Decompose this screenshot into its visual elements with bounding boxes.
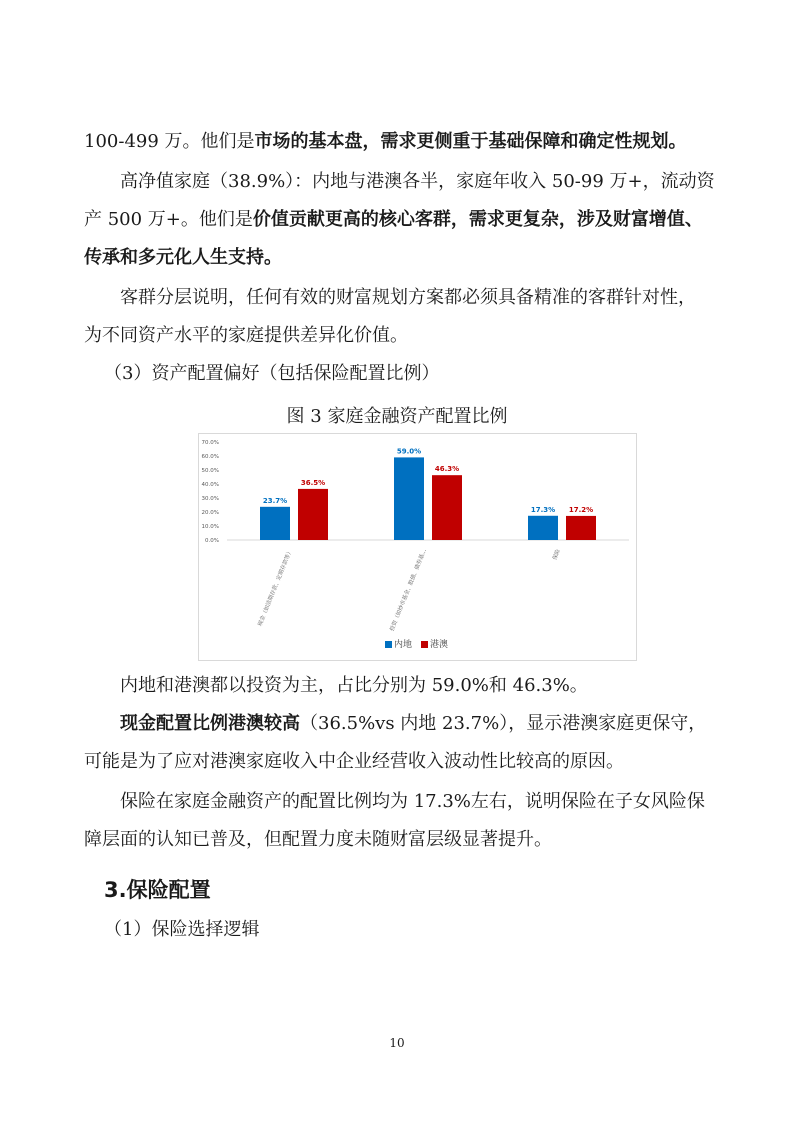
paragraph-p2-line3 — [84, 246, 282, 270]
data-label: 23.7% — [262, 496, 288, 505]
category-label: 投资（如炒市基金、股债、债券基... — [389, 548, 428, 633]
paragraph-p5-line1 — [120, 712, 706, 736]
y-tick-label: 40.0% — [201, 482, 219, 488]
subheading-insurance-logic: （1）保险选择逻辑 — [104, 919, 260, 940]
paragraph-p3-line2: 为不同资产水平的家庭提供差异化价值。 — [84, 325, 408, 346]
category-label: 保险 — [552, 548, 562, 561]
y-tick-label: 20.0% — [201, 510, 219, 516]
paragraph-p5-line2: 可能是为了应对港澳家庭收入中企业经营收入波动性比较高的原因。 — [84, 751, 624, 772]
data-label: 46.3% — [434, 465, 460, 474]
paragraph-p6-line2: 障层面的认知已普及，但配置力度未随财富层级显著提升。 — [84, 829, 552, 850]
figure-caption: 图 3 家庭金融资产配置比例 — [286, 406, 508, 427]
bar-hkmacau — [566, 516, 596, 540]
p2-text: 产 500 万+。他们是 — [84, 209, 253, 230]
p1-bold: 市场的基本盘，需求更侧重于基础保障和确定性规划。 — [254, 131, 687, 152]
y-tick-label: 50.0% — [201, 468, 219, 474]
paragraph-p6-line1: 保险在家庭金融资产的配置比例均为 17.3%左右，说明保险在子女风险保 — [120, 791, 705, 812]
paragraph-p3-line1: 客群分层说明，任何有效的财富规划方案都必须具备精准的客群针对性， — [120, 287, 696, 308]
category-label: 现金（如活期存款、定期存款等） — [257, 548, 294, 628]
data-label: 17.2% — [568, 505, 594, 514]
y-tick-label: 0.0% — [205, 538, 219, 544]
chart-frame — [198, 433, 637, 661]
section-heading-insurance: 3.保险配置 — [104, 878, 211, 902]
legend-label: 港澳 — [430, 640, 449, 650]
paragraph-p4: 内地和港澳都以投资为主，占比分别为 59.0%和 46.3%。 — [120, 675, 588, 696]
paragraph-p1 — [84, 130, 687, 154]
data-label: 59.0% — [396, 447, 422, 456]
y-tick-label: 60.0% — [201, 454, 219, 460]
bar-hkmacau — [298, 489, 328, 540]
legend-swatch — [421, 641, 428, 648]
p5-text: （36.5%vs 内地 23.7%），显示港澳家庭更保守， — [300, 713, 707, 734]
legend-swatch — [385, 641, 392, 648]
bar-mainland — [394, 457, 424, 540]
asset-allocation-chart — [199, 434, 636, 660]
paragraph-p2-line1: 高净值家庭（38.9%）：内地与港澳各半，家庭年收入 50-99 万+，流动资 — [120, 171, 715, 192]
y-tick-label: 10.0% — [201, 524, 219, 530]
subheading-asset-allocation: （3）资产配置偏好（包括保险配置比例） — [104, 363, 440, 384]
p2-bold-line3: 传承和多元化人生支持。 — [84, 247, 282, 268]
legend-label: 内地 — [394, 640, 413, 650]
paragraph-p2-line2 — [84, 208, 703, 232]
bar-hkmacau — [432, 475, 462, 540]
data-label: 17.3% — [530, 505, 556, 514]
y-tick-label: 70.0% — [201, 440, 219, 446]
p1-text: 100-499 万。他们是 — [84, 131, 255, 152]
y-tick-label: 30.0% — [201, 496, 219, 502]
p5-bold: 现金配置比例港澳较高 — [120, 713, 300, 734]
bar-mainland — [260, 507, 290, 540]
data-label: 36.5% — [300, 478, 326, 487]
bar-mainland — [528, 516, 558, 540]
page-number: 10 — [389, 1036, 405, 1050]
p2-bold: 价值贡献更高的核心客群，需求更复杂，涉及财富增值、 — [252, 209, 703, 230]
